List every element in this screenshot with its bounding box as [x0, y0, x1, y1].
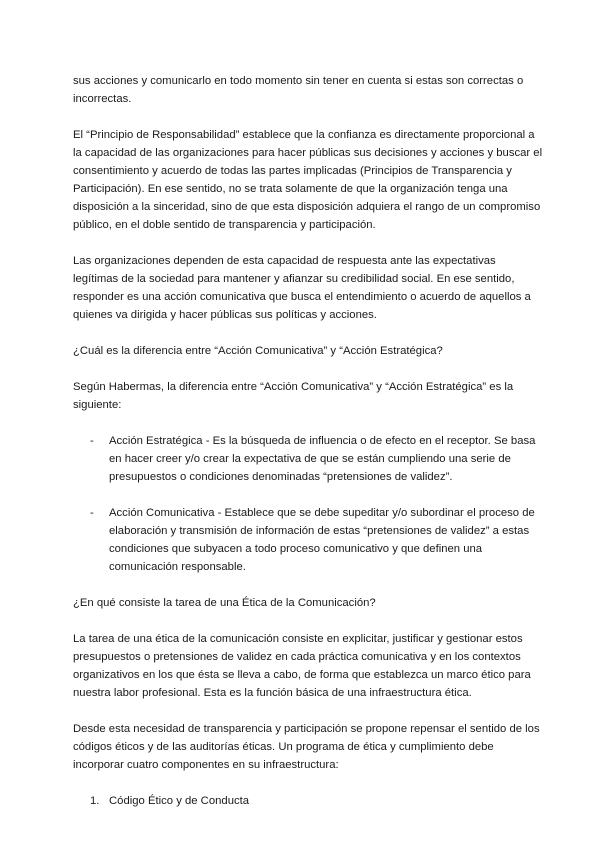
question-heading-diferencia: ¿Cuál es la diferencia entre “Acción Comunicativa” y “Acción Estratégica?: [73, 345, 443, 357]
number-marker: 1.: [90, 795, 100, 807]
bullet-list-acciones: [73, 432, 543, 576]
numbered-text: Código Ético y de Conducta: [109, 795, 250, 807]
document-page: [73, 72, 543, 810]
bullet-marker: -: [90, 507, 94, 519]
paragraph-principio-responsabilidad: El “Principio de Responsabilidad” establece que la confianza es directamente proporcional a la capacidad de las organizaciones para hacer públicas sus decisiones y acciones y buscar el consentimiento y acuerdo de todas las partes implicadas (Principios de Transparencia y Participación). En ese sentido, no se trata solamente de que la organización tenga una disposición a la sinceridad, sino de que esta disposición adquiera el rango de un compromiso público, en el doble sentido de transparencia y participación.: [73, 129, 543, 231]
paragraph-habermas: Según Habermas, la diferencia entre “Acción Comunicativa” y “Acción Estratégica” es la siguiente:: [73, 381, 514, 411]
paragraph-continuation: sus acciones y comunicarlo en todo momento sin tener en cuenta si estas son correctas o incorrectas.: [73, 75, 524, 105]
paragraph-tarea-etica: La tarea de una ética de la comunicación consiste en explicitar, justificar y gestionar estos presupuestos o pretensiones de validez en cada práctica comunicativa y en los contextos organizativos en los que ésta se lleva a cabo, de forma que establezca un marco ético para nuestra labor profesional. Esta es la función básica de una infraestructura ética.: [73, 633, 531, 699]
bullet-item-accion-comunicativa: [73, 504, 543, 576]
paragraph-organizaciones: Las organizaciones dependen de esta capacidad de respuesta ante las expectativas legítimas de la sociedad para mantener y afianzar su credibilidad social. En ese sentido, responder es una acción comunicativa que busca el entendimiento o acuerdo de aquellos a quienes va dirigida y hacer públicas sus políticas y acciones.: [73, 255, 531, 321]
paragraph-transparencia: Desde esta necesidad de transparencia y participación se propone repensar el sentido de los códigos éticos y de las auditorías éticas. Un programa de ética y cumplimiento debe incorporar cuatro componentes en su infraestructura:: [73, 723, 540, 771]
bullet-item-accion-estrategica: [73, 432, 543, 486]
numbered-item-codigo-etico: [73, 792, 543, 810]
question-heading-tarea-etica: ¿En qué consiste la tarea de una Ética de la Comunicación?: [73, 597, 376, 609]
bullet-text: Acción Estratégica - Es la búsqueda de influencia o de efecto en el receptor. Se basa en hacer creer y/o crear la expectativa de que se están cumpliendo una serie de presupuestos o condiciones denominadas “pretensiones de validez”.: [109, 435, 536, 483]
numbered-list-componentes: [73, 792, 543, 810]
bullet-marker: -: [90, 435, 94, 447]
bullet-text: Acción Comunicativa - Establece que se debe supeditar y/o subordinar el proceso de elaboración y transmisión de información de estas “pretensiones de validez” a estas condiciones que subyacen a todo proceso comunicativo y que definen una comunicación responsable.: [109, 507, 535, 573]
